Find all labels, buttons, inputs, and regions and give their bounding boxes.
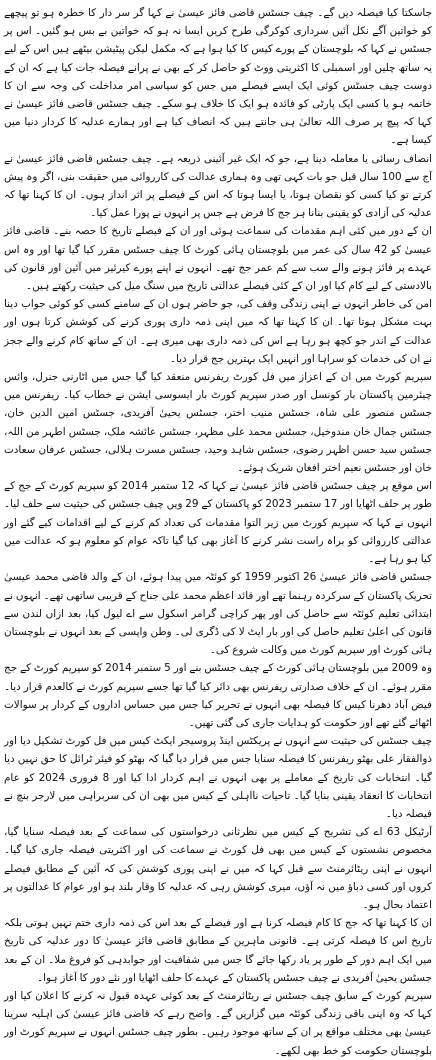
article-paragraph: امن کی خاطر انہوں نے اپنی زندگی وقف کی، جو حاضر ہوں ان کے سامنے کسی کو کوئی جواب دینا بہت مشکل ہوتا تھا۔ ان کا کہنا تھا کہ میں اپنی ذمہ داری پوری کرنے کی کوشش کرتا ہوں اور عدالت کے اندر جو کچھ ہو رہا ہے اس کی ذمہ داری بھی میری ہے۔ ان کے ساتھ کام کرنے والے ججز نے ان کی خدمات کو سراہا اور انہیں ایک بہترین جج قرار دیا۔ <box>4 298 432 365</box>
article-paragraph: چیف جسٹس کی حیثیت سے انہوں نے پریکٹس اینڈ پروسیجر ایکٹ کیس میں فل کورٹ تشکیل دیا اور ذوالفقار علی بھٹو ریفرنس کا فیصلہ سنایا جس میں قرار دیا گیا کہ بھٹو کو فیئر ٹرائل کا حق نہیں دیا گیا۔ انتخابات کی تاریخ کے معاملے پر بھی انہوں نے اہم کردار ادا کیا اور 8 فروری 2024 کو عام انتخابات کا انعقاد یقینی بنایا گیا۔ تاحیات نااہلی کے کیس میں بھی ان کی سربراہی میں لارجر بنچ نے فیصلہ دیا۔ <box>4 735 432 820</box>
article-paragraph: وہ 2009 میں بلوچستان ہائی کورٹ کے چیف جسٹس بنے اور 5 ستمبر 2014 کو سپریم کورٹ کے جج مقرر ہوئے۔ ان کے خلاف صدارتی ریفرنس بھی دائر کیا گیا تھا جسے سپریم کورٹ نے کالعدم قرار دیا۔ فیض آباد دھرنا کیس کا فیصلہ بھی انہوں نے تحریر کیا جس میں حساس اداروں کے کردار پر سوالات اٹھائے گئے تھے اور حکومت کو ہدایات جاری کی گئی تھیں۔ <box>4 662 432 729</box>
article-paragraph: انصاف رسائی یا معاملہ دینا ہے، جو کہ ایک غیر آئینی ذریعہ ہے۔ چیف جسٹس قاضی فائز عیسیٰ نے آج سے 100 سال قبل جو بات کہی تھی وہ ہماری عدالت کی کارروائی میں حقیقت بنی، اگر وہ پیش کرتے تو کیا کسی کو نقصان ہوتا، یا ایسا ہوتا کہ اس کے فیصلے پر اثر انداز ہوں۔ ان کا کہنا تھا کہ عدلیہ کی آزادی کو یقینی بنانا ہر جج کا فرض ہے جس پر انہوں نے پورا عمل کیا۔ <box>4 152 432 220</box>
article-paragraph: سپریم کورٹ میں ان کے اعزاز میں فل کورٹ ریفرنس منعقد کیا گیا جس میں اٹارنی جنرل، وائس چیئرمین پاکستان بار کونسل اور صدر سپریم کورٹ بار ایسوسی ایشن نے خطاب کیا۔ ریفرنس میں جسٹس منصور علی شاہ، جسٹس منیب اختر، جسٹس یحییٰ آفریدی، جسٹس امین الدین خان، جسٹس جمال خان مندوخیل، جسٹس محمد علی مظہر، جسٹس عائشہ ملک، جسٹس اطہر من اللہ، جسٹس سید حسن اظہر رضوی، جسٹس شاہد وحید، جسٹس مسرت ہلالی، جسٹس عرفان سعادت خان اور جسٹس نعیم اختر افغان شریک ہوئے۔ <box>4 371 432 475</box>
article-body <box>4 4 433 1057</box>
article-paragraph: اس موقع پر چیف جسٹس قاضی فائز عیسیٰ نے کہا کہ 12 ستمبر 2014 کو سپریم کورٹ کے جج کے طور پر حلف اٹھایا اور 17 ستمبر 2023 کو پاکستان کے 29 ویں چیف جسٹس کی حیثیت سے حلف لیا۔ انہوں نے کہا کہ سپریم کورٹ میں زیر التوا مقدمات کی تعداد کم کرنے کے لیے اقدامات کیے گئے اور عدالتی کارروائی کو براہ راست نشر کرنے کا آغاز بھی کیا گیا تاکہ عوام کو معلوم ہو کہ عدالت میں کیا ہو رہا ہے۔ <box>4 480 432 566</box>
article-paragraph: سپریم کورٹ کے سابق چیف جسٹس نے ریٹائرمنٹ کے بعد کوئی عہدہ قبول نہ کرنے کا اعلان کیا اور کہا کہ وہ اپنی باقی زندگی کوئٹہ میں گزاریں گے۔ واضح رہے کہ قاضی فائز عیسیٰ کی اہلیہ سرینا عیسیٰ بھی مختلف مواقع پر ان کے ساتھ موجود رہیں۔ بطور چیف جسٹس انہوں نے سپریم کورٹ اور بلوچستان حکومت کو خط بھی لکھے۔ <box>4 989 432 1057</box>
article-paragraph: ان کے دور میں کئی اہم مقدمات کی سماعت ہوئی اور ان کے فیصلے تاریخ کا حصہ بنے۔ قاضی فائز عیسیٰ کو 42 سال کی عمر میں بلوچستان ہائی کورٹ کا چیف جسٹس مقرر کیا گیا تھا اور وہ اس عہدے پر فائز ہونے والے سب سے کم عمر جج تھے۔ انہوں نے اپنے پورے کیرئیر میں آئین اور قانون کی بالادستی کے لیے کام کیا اور ان کے کئی فیصلے عدالتی تاریخ میں سنگ میل کی حیثیت رکھتے ہیں۔ <box>4 225 432 293</box>
article-paragraph: جاسکتا کیا فیصلہ دیں گے۔ چیف جسٹس قاضی فائز عیسیٰ نے کہا گر سر دار کا خطرہ ہو تو پیچھے کو خواتین آگے نکل آئیں سرداری کوکرگی طرح کریں ایسا نہ ہو کہ خواتین بے بس ہو گئیں۔ اس پر جسٹس نے کہا کہ بلوچستان کے پورے کیس کا کیا ہوا ہے کہ مکمل لیکن پیٹیشن بیٹھے ہیں اس کے لیے یہ ساتھ چلیں اور اسمبلی کا اکثریتی ووٹ کو حاصل کر کے بھی نے پرانے فیصلہ جات کیا ہے کہ ان کے دوست چیف جسٹس کوئی ایک ایسے فیصلے میں جس کو سیاسی امر مداخلت کی وجہ سے ان کا خاتمہ ہو یا کسی ایک پارٹی کو فائدہ ہو ایک کا خلاف ہو سکے۔ چیف جسٹس قاضی فائز عیسیٰ نے کہا کہ پیچ پر صرف اللہ تعالیٰ ہی جانتے ہیں کہ انصاف کیا ہے اور ہمارے عدلیہ کا کردار دنیا میں کیسا ہے۔ <box>4 7 432 147</box>
article-paragraph: آرٹیکل 63 اے کی تشریح کے کیس میں نظرثانی درخواستوں کی سماعت کے بعد فیصلہ سنایا گیا، مخصوص نشستوں کے کیس میں بھی فل کورٹ نے سماعت کی اور اکثریتی فیصلہ جاری کیا گیا۔ انہوں نے اپنی ریٹائرمنٹ سے قبل کہا کہ میں نے اپنی پوری کوشش کی کہ آئین کے مطابق فیصلے کروں اور کسی دباؤ میں نہ آؤں، میری کوشش رہی کہ عدلیہ کا وقار بلند ہو اور عوام کا عدالتوں پر اعتماد بحال ہو۔ <box>4 826 433 911</box>
article-paragraph: جسٹس قاضی فائز عیسیٰ 26 اکتوبر 1959 کو کوئٹہ میں پیدا ہوئے، ان کے والد قاضی محمد عیسیٰ تحریک پاکستان کے سرکردہ رہنما تھے اور قائد اعظم محمد علی جناح کے قریبی ساتھی تھے۔ انہوں نے ابتدائی تعلیم کوئٹہ سے حاصل کی اور پھر کراچی گرامر اسکول سے اے لیول کیا، بعد ازاں لندن سے قانون کی اعلیٰ تعلیم حاصل کی اور بار ایٹ لا کی ڈگری لی۔ وطن واپسی کے بعد انہوں نے بلوچستان ہائی کورٹ اور سپریم کورٹ میں وکالت شروع کی۔ <box>4 571 432 657</box>
article-paragraph: ان کا کہنا تھا کہ جج کا کام فیصلہ کرنا ہے اور فیصلے کے بعد اس کی ذمہ داری ختم نہیں ہوتی بلکہ تاریخ اس کا فیصلہ کرتی ہے۔ قانونی ماہرین کے مطابق قاضی فائز عیسیٰ کا دور عدلیہ کی تاریخ میں ایک اہم دور کے طور پر یاد رکھا جائے گا جس میں شفافیت اور جوابدہی کو فروغ ملا۔ ان کے بعد جسٹس یحییٰ آفریدی نے چیف جسٹس پاکستان کے عہدے کا حلف اٹھایا اور نئے دور کا آغاز ہوا۔ <box>4 917 432 984</box>
